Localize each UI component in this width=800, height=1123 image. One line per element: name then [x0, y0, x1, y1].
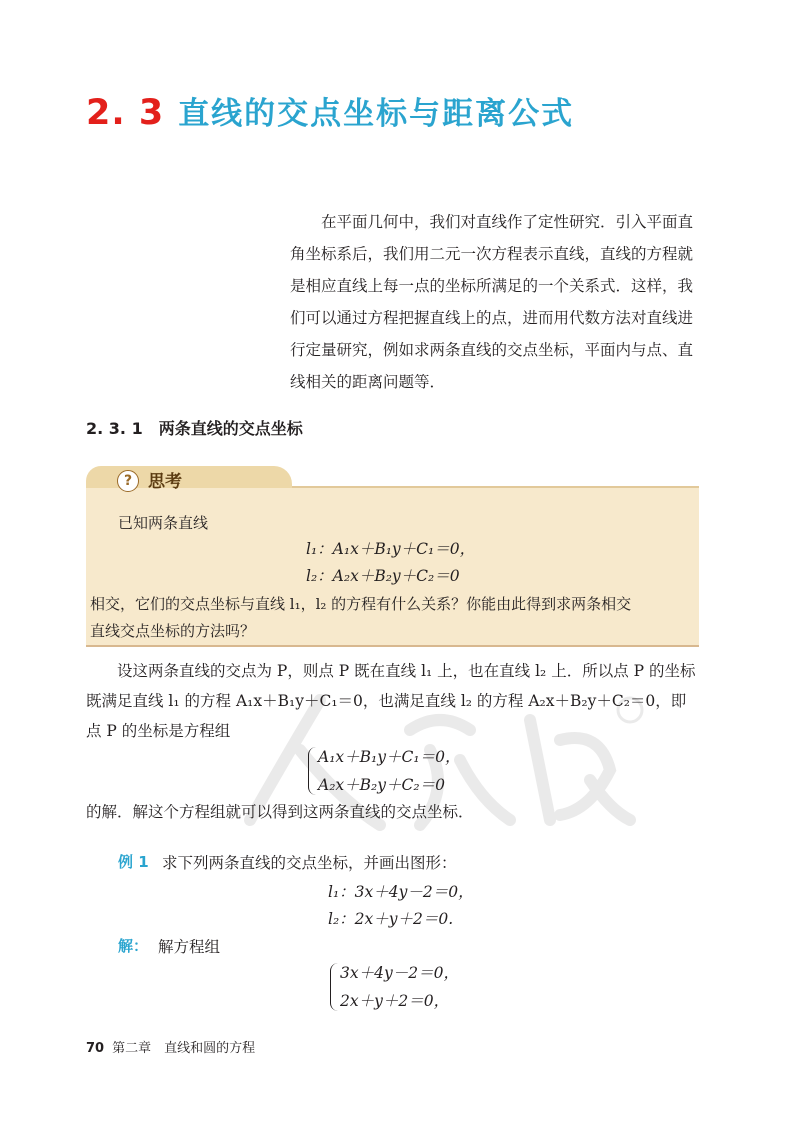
solution-label: 解： — [118, 937, 149, 955]
intro-line: 是相应直线上每一点的坐标所满足的一个关系式．这样，我 — [290, 277, 694, 295]
think-title: 思考 — [148, 472, 182, 492]
example-line2: l₂：2x＋y＋2＝0. — [328, 910, 454, 928]
section-number: 2. 3 — [86, 93, 165, 133]
example-prompt: 求下列两条直线的交点坐标，并画出图形： — [162, 854, 457, 872]
page-number: 70 — [86, 1041, 105, 1056]
section-title — [86, 88, 574, 133]
example-label: 例 1 — [118, 853, 149, 871]
solution-text: 解方程组 — [158, 938, 221, 956]
intro-line: 行定量研究，例如求两条直线的交点坐标，平面内与点、直 — [290, 341, 694, 359]
think-question-line: 直线交点坐标的方法吗？ — [90, 622, 256, 640]
question-mark-icon: ? — [117, 470, 139, 492]
intro-paragraph — [290, 206, 700, 398]
think-line1-label: l₁： — [306, 540, 333, 558]
body-line: 既满足直线 l₁ 的方程 A₁x＋B₁y＋C₁＝0，也满足直线 l₂ 的方程 A₂x＋B₂y＋C₂＝0，即 — [86, 692, 687, 710]
intro-line: 在平面几何中，我们对直线作了定性研究．引入平面直 — [321, 213, 694, 231]
equation-system — [318, 743, 460, 799]
system-equation: 3x＋4y－2＝0， — [340, 964, 459, 982]
section-title-text: 直线的交点坐标与距离公式 — [178, 96, 575, 132]
think-line2 — [306, 564, 460, 586]
example-line1: l₁：3x＋4y－2＝0， — [328, 883, 474, 901]
intro-line: 角坐标系后，我们用二元一次方程表示直线，直线的方程就 — [290, 245, 694, 263]
think-lead: 已知两条直线 — [118, 514, 209, 532]
body-line: 设这两条直线的交点为 P，则点 P 既在直线 l₁ 上，也在直线 l₂ 上．所以点 P 的坐标 — [86, 662, 696, 680]
system-equation: A₁x＋B₁y＋C₁＝0， — [318, 748, 461, 766]
think-question-line: 相交，它们的交点坐标与直线 l₁，l₂ 的方程有什么关系？你能由此得到求两条相交 — [90, 595, 632, 613]
think-line2-eq: A₂x＋B₂y＋C₂＝0 — [332, 567, 460, 585]
system-equation: A₂x＋B₂y＋C₂＝0 — [318, 776, 445, 794]
think-line1 — [306, 537, 475, 559]
body-line: 点 P 的坐标是方程组 — [86, 722, 231, 740]
page-footer — [86, 1037, 255, 1056]
think-line2-label: l₂： — [306, 567, 333, 585]
chapter-title: 第二章 直线和圆的方程 — [112, 1041, 256, 1056]
intro-line: 线相关的距离问题等． — [290, 373, 446, 391]
conclusion-text: 的解．解这个方程组就可以得到这两条直线的交点坐标． — [86, 803, 474, 821]
brace — [330, 963, 339, 1011]
system-equation: 2x＋y＋2＝0， — [340, 992, 450, 1010]
intro-line: 们可以通过方程把握直线上的点，进而用代数方法对直线进 — [290, 309, 694, 327]
think-line1-eq: A₁x＋B₁y＋C₁＝0， — [332, 540, 476, 558]
brace — [308, 747, 317, 795]
subsection-heading: 2. 3. 1 两条直线的交点坐标 — [86, 419, 303, 438]
body-paragraph — [86, 656, 702, 746]
solution-system — [340, 959, 459, 1015]
